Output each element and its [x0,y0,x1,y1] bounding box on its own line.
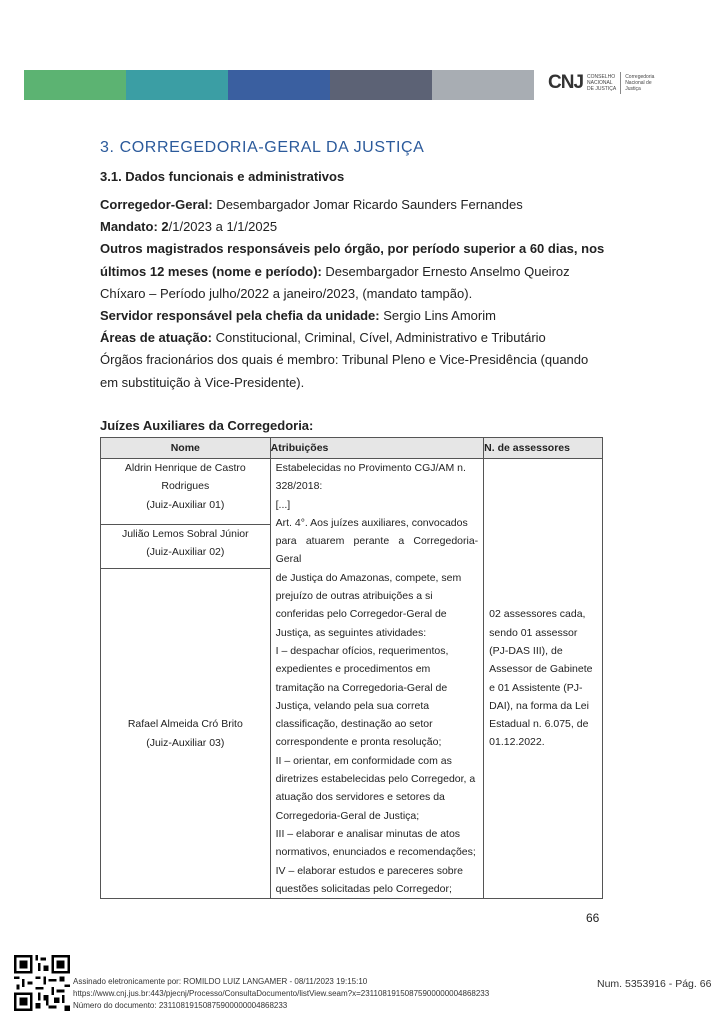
qr-code-icon [14,955,70,1011]
section-subtitle: 3.1. Dados funcionais e administrativos [100,169,345,184]
atribuicao-line: prejuízo de outras atribuições a si [275,590,433,603]
corregedor-line [100,194,600,216]
atribuicao-line: 328/2018: [275,480,323,493]
atribuicao-line: correspondente e pronta resolução; [275,736,442,749]
areas-line [100,327,600,349]
judge-3-cell [101,569,271,899]
band-segment-gray [432,70,534,100]
atribuicao-line: Corregedoria-Geral de Justiça; [275,809,420,822]
assessores-line: e 01 Assistente (PJ- [489,681,583,694]
band-segment-teal [126,70,228,100]
assessores-line: 01.12.2022. [489,736,545,749]
section-title: 3. CORREGEDORIA-GERAL DA JUSTIÇA [100,139,425,156]
atribuicao-line: atuação dos servidores e setores da [275,791,445,804]
assessores-line: DAI), na forma da Lei [489,699,589,712]
atribuicao-line: de Justiça do Amazonas, compete, sem [275,571,462,584]
areas-value: Constitucional, Criminal, Cível, Administrativo e Tributário [212,330,546,346]
header-color-band [24,70,534,100]
atribuicao-line: tramitação na Corregedoria-Geral de [275,681,448,694]
logo-line: CONSELHO [587,74,616,80]
outros-line-2 [100,261,600,283]
outros-label: Outros magistrados responsáveis pelo órgão, por período superior a 60 dias, nos [100,241,605,257]
atribuicao-line: Estabelecidas no Provimento CGJ/AM n. [275,462,466,474]
atribuicao-line: IV – elaborar estudos e pareceres sobre [275,864,463,877]
judge-role: (Juiz-Auxiliar 01) [146,498,225,511]
atribuicao-line: normativos, enunciados e recomendações; [275,846,476,859]
atribuicao-line: conferidas pelo Corregedor-Geral de [275,608,447,621]
atribuicao-line: Justiça, as seguintes atividades: [275,626,427,639]
page-number: 66 [586,911,600,925]
mandato-line [100,216,600,238]
atribuicao-line: diretrizes estabelecidas pelo Corregedor, a [275,773,476,786]
column-header-nome: Nome [101,438,271,459]
juizes-heading: Juízes Auxiliares da Corregedoria: [100,418,314,433]
assessores-line: sendo 01 assessor [489,626,578,639]
judge-role: (Juiz-Auxiliar 03) [146,736,225,749]
atribuicao-line: III – elaborar e analisar minutas de atos [275,827,461,840]
corregedor-label: Corregedor-Geral: [100,197,213,212]
logo-line: Nacional de [625,80,652,86]
assessores-cell [484,459,603,899]
atribuicoes-cell [270,459,484,899]
outros-label: últimos 12 meses (nome e período): [100,263,322,279]
document-url[interactable]: https://www.cnj.jus.br:443/pjecnj/Processo/ConsultaDocumento/listView.seam?x=23110819150875900000004868233 [73,989,490,998]
atribuicao-line: Justiça, velando pela sua correta [275,699,430,712]
logo-line: Corregedoria [625,74,655,80]
band-segment-blue [228,70,330,100]
assessores-line: (PJ-DAS III), de [489,644,563,657]
logo-separator [620,72,621,94]
atribuicao-line: Art. 4°. Aos juízes auxiliares, convocados [275,516,468,529]
judge-2-cell [101,524,271,568]
signed-by: Assinado eletronicamente por: ROMILDO LUIZ LANGAMER - 08/11/2023 19:15:10 [73,977,368,986]
atribuicao-line: [...] [275,498,291,511]
band-segment-green [24,70,126,100]
servidor-line [100,305,600,327]
assessores-line: Assessor de Gabinete [489,663,593,676]
signature-footer [73,976,489,1012]
judge-1-cell [101,459,271,525]
assessores-line: Estadual n. 6.075, de [489,718,589,731]
judge-name: Aldrin Henrique de Castro [124,462,246,474]
num-page-reference: Num. 5353916 - Pág. 66 [597,978,712,990]
atribuicao-line: para atuarem perante a Corregedoria-Geral [275,535,479,566]
outros-line-1 [100,238,605,260]
juizes-table [100,437,603,899]
servidor-value: Sergio Lins Amorim [379,308,496,324]
cnj-logo [548,72,654,94]
info-block [100,194,605,394]
judge-name: Rafael Almeida Cró Brito [127,718,243,731]
column-header-atribuicoes: Atribuições [270,438,484,459]
cnj-logo-subtext [625,74,654,92]
column-header-assessores: N. de assessores [484,438,603,459]
logo-line: DE JUSTIÇA [587,86,617,92]
corregedor-value: Desembargador Jomar Ricardo Saunders Fernandes [212,197,523,212]
cnj-logo-mark: CNJ [548,72,584,93]
outros-line-3 [100,283,600,305]
atribuicao-line: I – despachar ofícios, requerimentos, [275,644,449,657]
judge-name: Rodrigues [161,480,210,493]
servidor-label: Servidor responsável pela chefia da unidade: [100,308,380,324]
logo-line: Justiça [625,86,641,92]
atribuicao-line: II – orientar, em conformidade com as [275,754,452,767]
assessores-line: 02 assessores cada, [489,608,586,621]
logo-line: NACIONAL [587,80,613,86]
cnj-logo-text [587,74,616,92]
atribuicao-line: expedientes e procedimentos em [275,663,431,676]
mandato-label: Mandato: 2 [100,219,169,235]
areas-label: Áreas de atuação: [100,330,212,346]
atribuicao-line: questões solicitadas pelo Corregedor; [275,882,452,895]
outros-value: Desembargador Ernesto Anselmo Queiroz [321,263,570,279]
mandato-value: /1/2023 a 1/1/2025 [168,219,278,235]
orgaos-line-1: Órgãos fracionários dos quais é membro: Tribunal Pleno e Vice-Presidência (quando [100,352,589,368]
outros-value: Chíxaro – Período julho/2022 a janeiro/2023, (mandato tampão). [100,285,473,301]
orgaos-line-2: em substituição à Vice-Presidente). [100,374,305,390]
document-number: Número do documento: 23110819150875900000004868233 [73,1001,288,1010]
judge-name: Julião Lemos Sobral Júnior [121,527,249,540]
atribuicao-line: classificação, destinação ao setor [275,718,433,731]
table-header-row [101,438,603,459]
table-row [101,459,603,525]
band-segment-slate [330,70,432,100]
judge-role: (Juiz-Auxiliar 02) [146,546,225,559]
